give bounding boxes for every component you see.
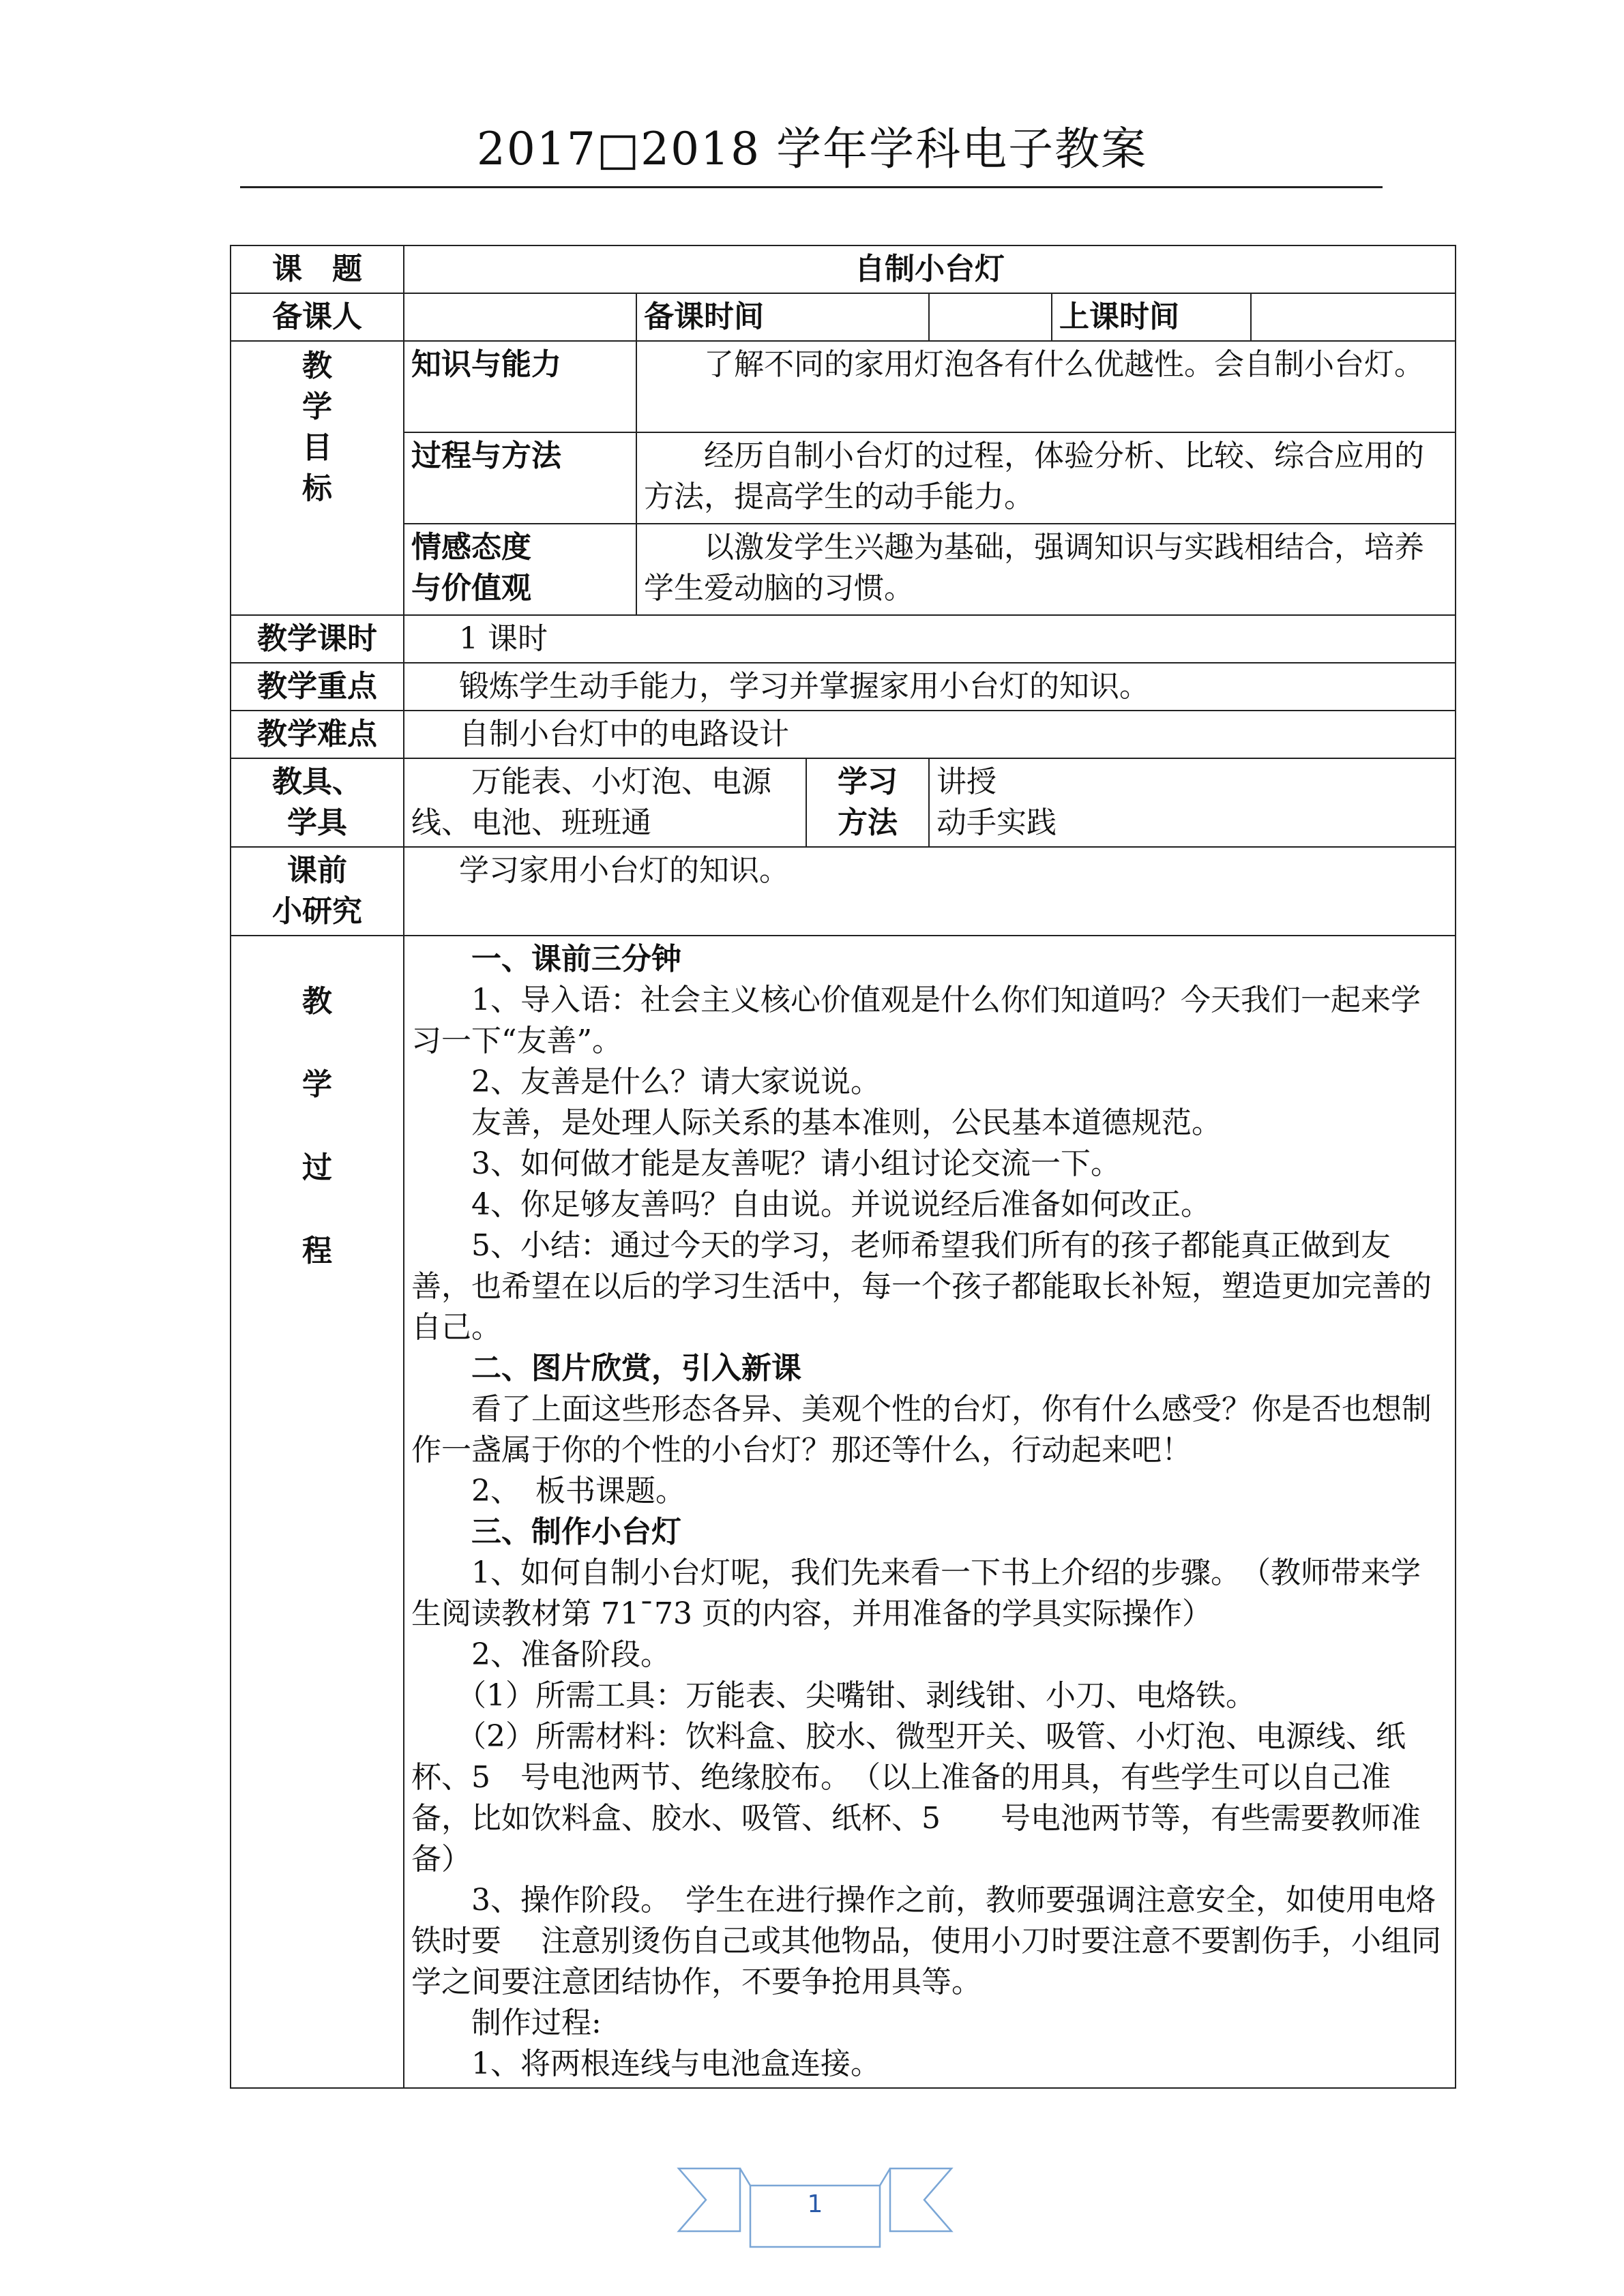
key-value: 锻炼学生动手能力，学习并掌握家用小台灯的知识。 bbox=[404, 663, 1456, 711]
process-paragraph: 4、你足够友善吗？自由说。并说说经后准备如何改正。 bbox=[471, 1187, 1211, 1222]
goal-process-label: 过程与方法 bbox=[404, 432, 636, 524]
page-title: 2017□2018 学年学科电子教案 bbox=[476, 123, 1148, 175]
process-paragraph: 1、导入语：社会主义核心价值观是什么你们知道吗？今天我们一起来学习一下“友善”。 bbox=[411, 983, 1421, 1058]
goals-label: 教 学 目 标 bbox=[231, 341, 404, 615]
process-paragraph: 1、将两根连线与电池盒连接。 bbox=[471, 2046, 881, 2081]
class-time-value bbox=[1251, 293, 1456, 341]
process-row bbox=[231, 936, 1456, 2088]
process-paragraph: 看了上面这些形态各异、美观个性的台灯，你有什么感受？你是否也想制作一盏属于你的个性的小台灯？那还等什么，行动起来吧！ bbox=[411, 1392, 1432, 1467]
goal-process-text: 经历自制小台灯的过程，体验分析、比较、综合应用的方法，提高学生的动手能力。 bbox=[636, 432, 1456, 524]
preclass-value: 学习家用小台灯的知识。 bbox=[404, 847, 1456, 936]
difficulty-value: 自制小台灯中的电路设计 bbox=[404, 711, 1456, 758]
process-paragraph: 2、友善是什么？请大家说说。 bbox=[471, 1064, 881, 1099]
process-label: 教 学 过 程 bbox=[231, 936, 404, 2088]
goal-row-knowledge bbox=[231, 341, 1456, 432]
process-heading-3: 三、制作小台灯 bbox=[471, 1515, 681, 1549]
page-number: 1 bbox=[807, 2190, 823, 2218]
key-label: 教学重点 bbox=[231, 663, 404, 711]
hours-label: 教学课时 bbox=[231, 615, 404, 663]
process-paragraph: （2）所需材料：饮料盒、胶水、微型开关、吸管、小灯泡、电源线、纸杯、5 号电池两节、绝缘胶布。 （以上准备的用具，有些学生可以自己准备，比如饮料盒、胶水、吸管、纸杯、5 号电池两节等，有些需要教师准备） bbox=[411, 1719, 1421, 1877]
preparer-value bbox=[404, 293, 636, 341]
goal-emotion-text: 以激发学生兴趣为基础，强调知识与实践相结合，培养学生爱动脑的习惯。 bbox=[636, 524, 1456, 615]
key-row bbox=[231, 663, 1456, 711]
prep-time-label: 备课时间 bbox=[636, 293, 929, 341]
process-paragraph: 2、 板书课题。 bbox=[471, 1474, 685, 1508]
goal-emotion-label: 情感态度 与价值观 bbox=[404, 524, 636, 615]
preclass-label: 课前 小研究 bbox=[231, 847, 404, 936]
goal-row-emotion bbox=[231, 524, 1456, 615]
topic-label: 课 题 bbox=[231, 245, 404, 293]
process-paragraph: 3、操作阶段。 学生在进行操作之前，教师要强调注意安全，如使用电烙铁时要 注意别烫伤自己或其他物品，使用小刀时要注意不要割伤手，小组同 学之间要注意团结协作，不要争抢用具等。 bbox=[411, 1883, 1441, 1999]
method-label: 学习 方法 bbox=[806, 758, 929, 847]
tools-row bbox=[231, 758, 1456, 847]
tools-value: 万能表、小灯泡、电源线、电池、班班通 bbox=[404, 758, 806, 847]
difficulty-label: 教学难点 bbox=[231, 711, 404, 758]
process-paragraph: 5、小结：通过今天的学习，老师希望我们所有的孩子都能真正做到友善，也希望在以后的学习生活中，每一个孩子都能取长补短，塑造更加完善的自己。 bbox=[411, 1228, 1432, 1345]
goal-knowledge-text: 了解不同的家用灯泡各有什么优越性。会自制小台灯。 bbox=[636, 341, 1456, 432]
process-paragraph: （1）所需工具：万能表、尖嘴钳、剥线钳、小刀、电烙铁。 bbox=[456, 1678, 1256, 1713]
process-paragraph: 制作过程: bbox=[471, 2006, 602, 2040]
difficulty-row bbox=[231, 711, 1456, 758]
process-heading-1: 一、课前三分钟 bbox=[471, 942, 681, 976]
preparer-row bbox=[231, 293, 1456, 341]
process-content bbox=[404, 936, 1456, 2088]
class-time-label: 上课时间 bbox=[1052, 293, 1251, 341]
preparer-label: 备课人 bbox=[231, 293, 404, 341]
process-paragraph: 友善，是处理人际关系的基本准则，公民基本道德规范。 bbox=[471, 1105, 1222, 1140]
page-number-banner bbox=[672, 2155, 958, 2250]
tools-label: 教具、 学具 bbox=[231, 758, 404, 847]
goal-row-process bbox=[231, 432, 1456, 524]
title-underline bbox=[240, 186, 1383, 188]
hours-row bbox=[231, 615, 1456, 663]
lesson-plan-table bbox=[230, 245, 1456, 2089]
prep-time-value bbox=[929, 293, 1052, 341]
hours-value: 1 课时 bbox=[404, 615, 1456, 663]
method-value: 讲授 动手实践 bbox=[929, 758, 1456, 847]
preclass-row bbox=[231, 847, 1456, 936]
topic-value: 自制小台灯 bbox=[404, 245, 1456, 293]
goal-knowledge-label: 知识与能力 bbox=[404, 341, 636, 432]
process-heading-2: 二、图片欣赏，引入新课 bbox=[471, 1351, 801, 1386]
process-paragraph: 2、准备阶段。 bbox=[471, 1637, 670, 1672]
process-paragraph: 3、如何做才能是友善呢？请小组讨论交流一下。 bbox=[471, 1146, 1121, 1181]
process-paragraph: 1、如何自制小台灯呢，我们先来看一下书上介绍的步骤。 （教师带来学生阅读教材第 71¯73 页的内容，并用准备的学具实际操作） bbox=[411, 1555, 1421, 1631]
topic-row bbox=[231, 245, 1456, 293]
